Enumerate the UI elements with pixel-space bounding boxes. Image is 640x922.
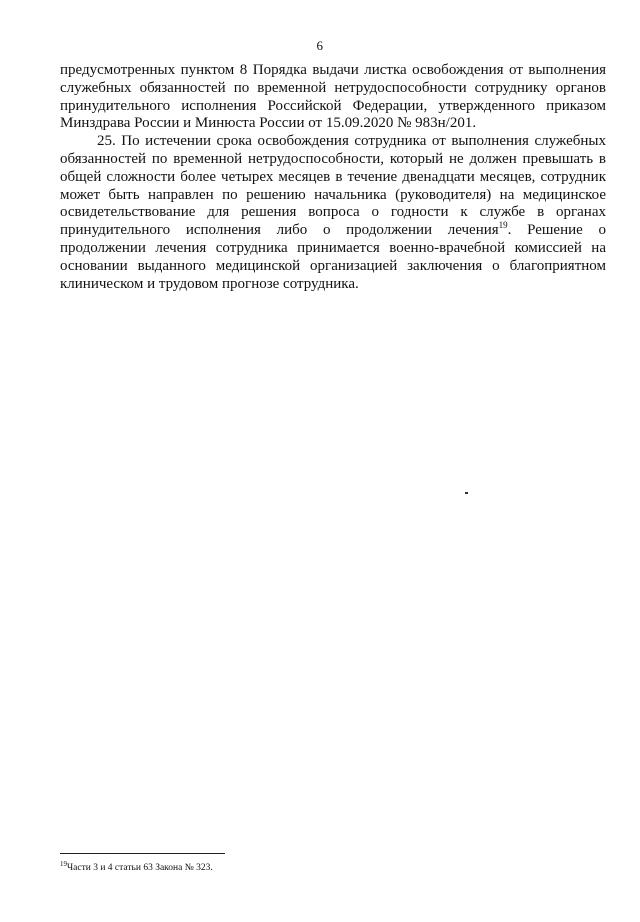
document-body: [60, 62, 606, 293]
footnote-divider: [60, 853, 225, 854]
paragraph-25-main-text: 25. По истечении срока освобождения сотрудника от выполнения служебных обязанностей по временной нетрудоспособности, который не должен превышать в общей сложности более четырех месяцев в течение двенадцати месяцев, сотрудник может быть направлен по решению начальника (руководителя) на медицинское освидетельствование для решения вопроса о годности к службе в органах принудительного исполнения либо о продолжении лечения: [60, 133, 606, 239]
footnote: [60, 859, 213, 874]
paragraph-25-tail-text: . Решение о продолжении лечения сотрудника принимается военно-врачебной комиссией на основании выданного медицинской организацией заключения о благоприятном клиническом и трудовом прогнозе сотрудника.: [60, 222, 606, 292]
scan-speck: [465, 492, 468, 494]
footnote-text: Части 3 и 4 статьи 63 Закона № 323.: [67, 863, 213, 873]
page-number: 6: [316, 38, 324, 53]
paragraph-continued: предусмотренных пунктом 8 Порядка выдачи листка освобождения от выполнения служебных обязанностей по временной нетрудоспособности сотруднику органов принудительного исполнения Российской Федерации, утвержденного приказом Минздрава России и Минюста России от 15.09.2020 № 983н/201.: [60, 62, 606, 132]
footnote-reference: 19: [498, 220, 508, 231]
paragraph-25: [60, 133, 606, 293]
footnote-number: 19: [60, 859, 67, 868]
